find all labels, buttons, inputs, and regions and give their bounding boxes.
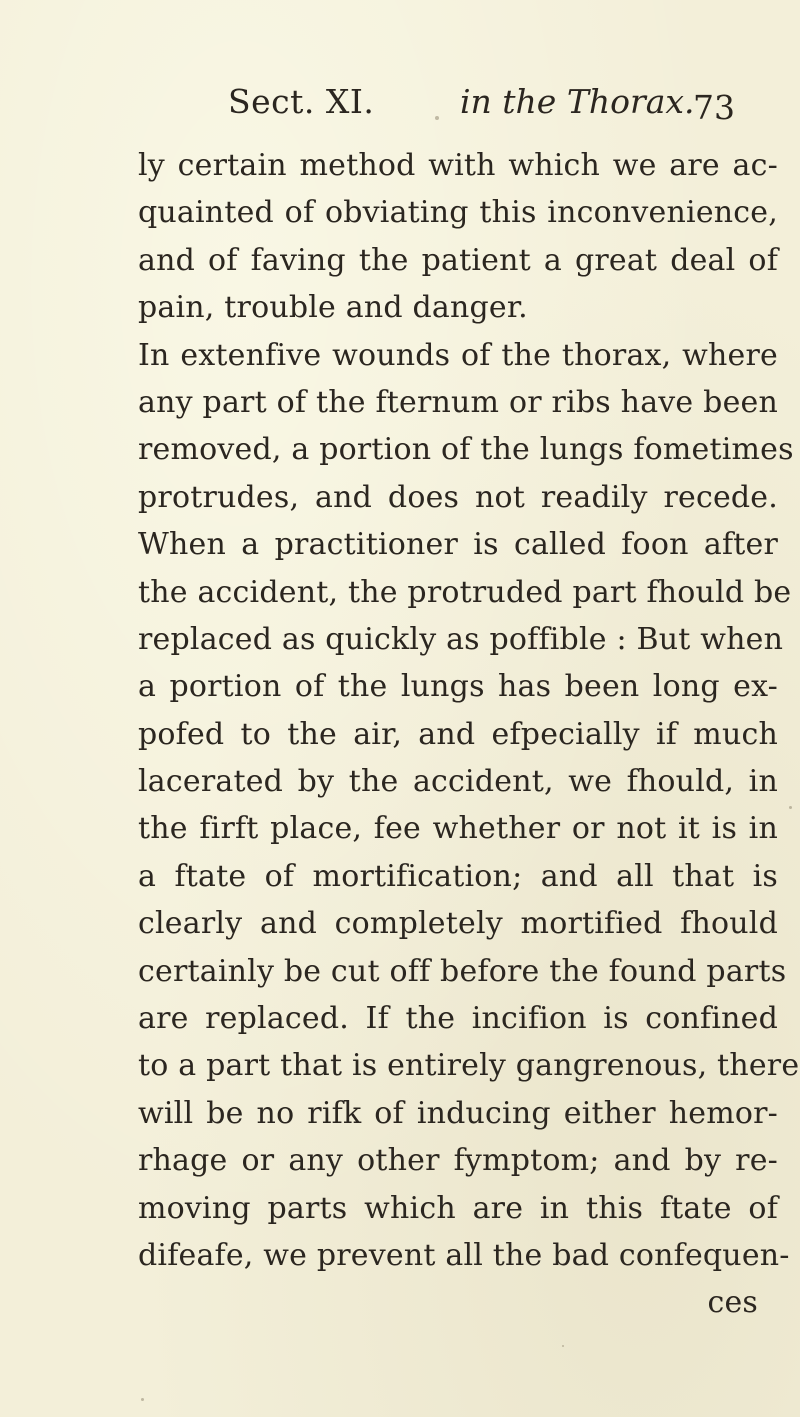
paper-speck	[435, 116, 439, 120]
text-line: certainly be cut off before the found parts	[138, 953, 787, 989]
text-line: pofed to the air, and efpecially if much	[138, 716, 778, 752]
text-line: are replaced. If the incifion is confined	[138, 1001, 778, 1037]
text-line: the firft place, fee whether or not it is in	[138, 811, 778, 847]
text-line: a ftate of mortification; and all that is	[138, 858, 778, 894]
catchword: ces	[707, 1285, 758, 1321]
text-line: pain, trouble and danger.	[138, 290, 528, 326]
text-line: any part of the fternum or ribs have been	[138, 384, 778, 420]
text-line: the accident, the protruded part fhould be	[138, 574, 792, 610]
paper-speck	[789, 806, 792, 809]
running-head	[0, 80, 800, 130]
text-line: removed, a portion of the lungs fometimes	[138, 432, 794, 468]
text-line: lacerated by the accident, we fhould, in	[138, 764, 778, 800]
section-label: Sect. XI.	[228, 82, 375, 121]
paper-speck	[141, 1398, 144, 1401]
text-line: In extenfive wounds of the thorax, where	[138, 337, 778, 373]
text-line: moving parts which are in this ftate of	[138, 1190, 778, 1226]
text-line: and of faving the patient a great deal of	[138, 242, 778, 278]
text-line: a portion of the lungs has been long ex-	[138, 669, 778, 705]
text-line: ly certain method with which we are ac-	[138, 148, 778, 183]
body-text	[138, 142, 800, 1327]
text-line: rhage or any other fymptom; and by re-	[138, 1143, 778, 1179]
text-line: clearly and completely mortified fhould	[138, 906, 778, 942]
page-number: 73	[693, 88, 735, 127]
text-line: difeafe, we prevent all the bad confequen-	[138, 1237, 790, 1273]
text-line: protrudes, and does not readily recede.	[138, 479, 778, 515]
text-line: When a practitioner is called foon after	[138, 527, 778, 563]
text-line: will be no rifk of inducing either hemor-	[138, 1095, 778, 1131]
paper-speck	[562, 1345, 564, 1347]
text-line: replaced as quickly as poffible : But when	[138, 621, 784, 657]
chapter-title: in the Thorax.	[460, 82, 695, 121]
text-line: to a part that is entirely gangrenous, there	[138, 1048, 800, 1084]
text-line: quainted of obviating this inconvenience,	[138, 195, 778, 231]
